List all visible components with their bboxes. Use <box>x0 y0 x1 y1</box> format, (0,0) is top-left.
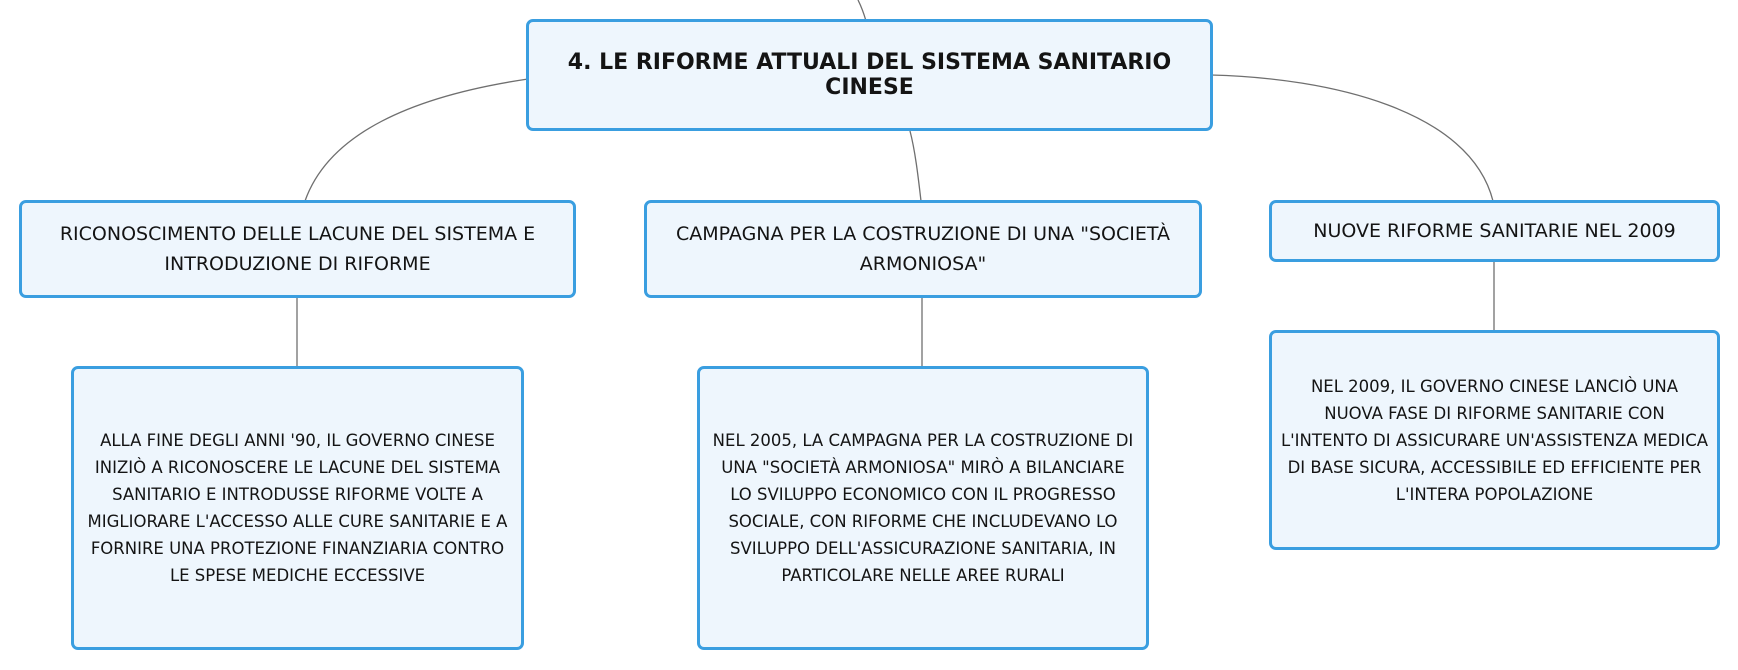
detail-text: ALLA FINE DEGLI ANNI '90, IL GOVERNO CINESE INIZIÒ A RICONOSCERE LE LACUNE DEL SISTEMA SANITARIO E INTRODUSSE RIFORME VOLTE A MIGLIORARE L'ACCESSO ALLE CURE SANITARIE E A FORNIRE UNA PROTEZIONE FINANZIARIA CONTRO LE SPESE MEDICHE ECCESSIVE <box>87 431 508 585</box>
topic-riconoscimento-lacune[interactable] <box>19 200 576 298</box>
topic-label: RICONOSCIMENTO DELLE LACUNE DEL SISTEMA E INTRODUZIONE DI RIFORME <box>59 223 536 275</box>
connector-root-to-topic-1 <box>305 79 528 201</box>
root-topic-label: 4. LE RIFORME ATTUALI DEL SISTEMA SANITARIO CINESE <box>567 50 1172 100</box>
topic-riforme-2009[interactable] <box>1269 200 1720 262</box>
connector-root-to-topic-3 <box>1211 75 1493 201</box>
detail-text: NEL 2009, IL GOVERNO CINESE LANCIÒ UNA NUOVA FASE DI RIFORME SANITARIE CON L'INTENTO DI ASSICURARE UN'ASSISTENZA MEDICA DI BASE SICURA, ACCESSIBILE ED EFFICIENTE PER L'INTERA POPOLAZIONE <box>1280 376 1709 504</box>
detail-text: NEL 2005, LA CAMPAGNA PER LA COSTRUZIONE DI UNA "SOCIETÀ ARMONIOSA" MIRÒ A BILANCIARE LO SVILUPPO ECONOMICO CON IL PROGRESSO SOCIALE, CON RIFORME CHE INCLUDEVANO LO SVILUPPO DELL'ASSICURAZIONE SANITARIA, IN PARTICOLARE NELLE AREE RURALI <box>712 431 1134 585</box>
root-topic[interactable] <box>526 19 1213 131</box>
topic-label: CAMPAGNA PER LA COSTRUZIONE DI UNA "SOCIETÀ ARMONIOSA" <box>676 223 1170 275</box>
topic-societa-armoniosa[interactable] <box>644 200 1202 298</box>
connector-root-to-topic-2 <box>910 131 921 201</box>
detail-societa-armoniosa[interactable] <box>697 366 1149 650</box>
detail-riconoscimento-lacune[interactable] <box>71 366 524 650</box>
detail-riforme-2009[interactable] <box>1269 330 1720 550</box>
topic-label: NUOVE RIFORME SANITARIE NEL 2009 <box>1313 220 1676 242</box>
connector-parent-to-root <box>858 0 866 21</box>
